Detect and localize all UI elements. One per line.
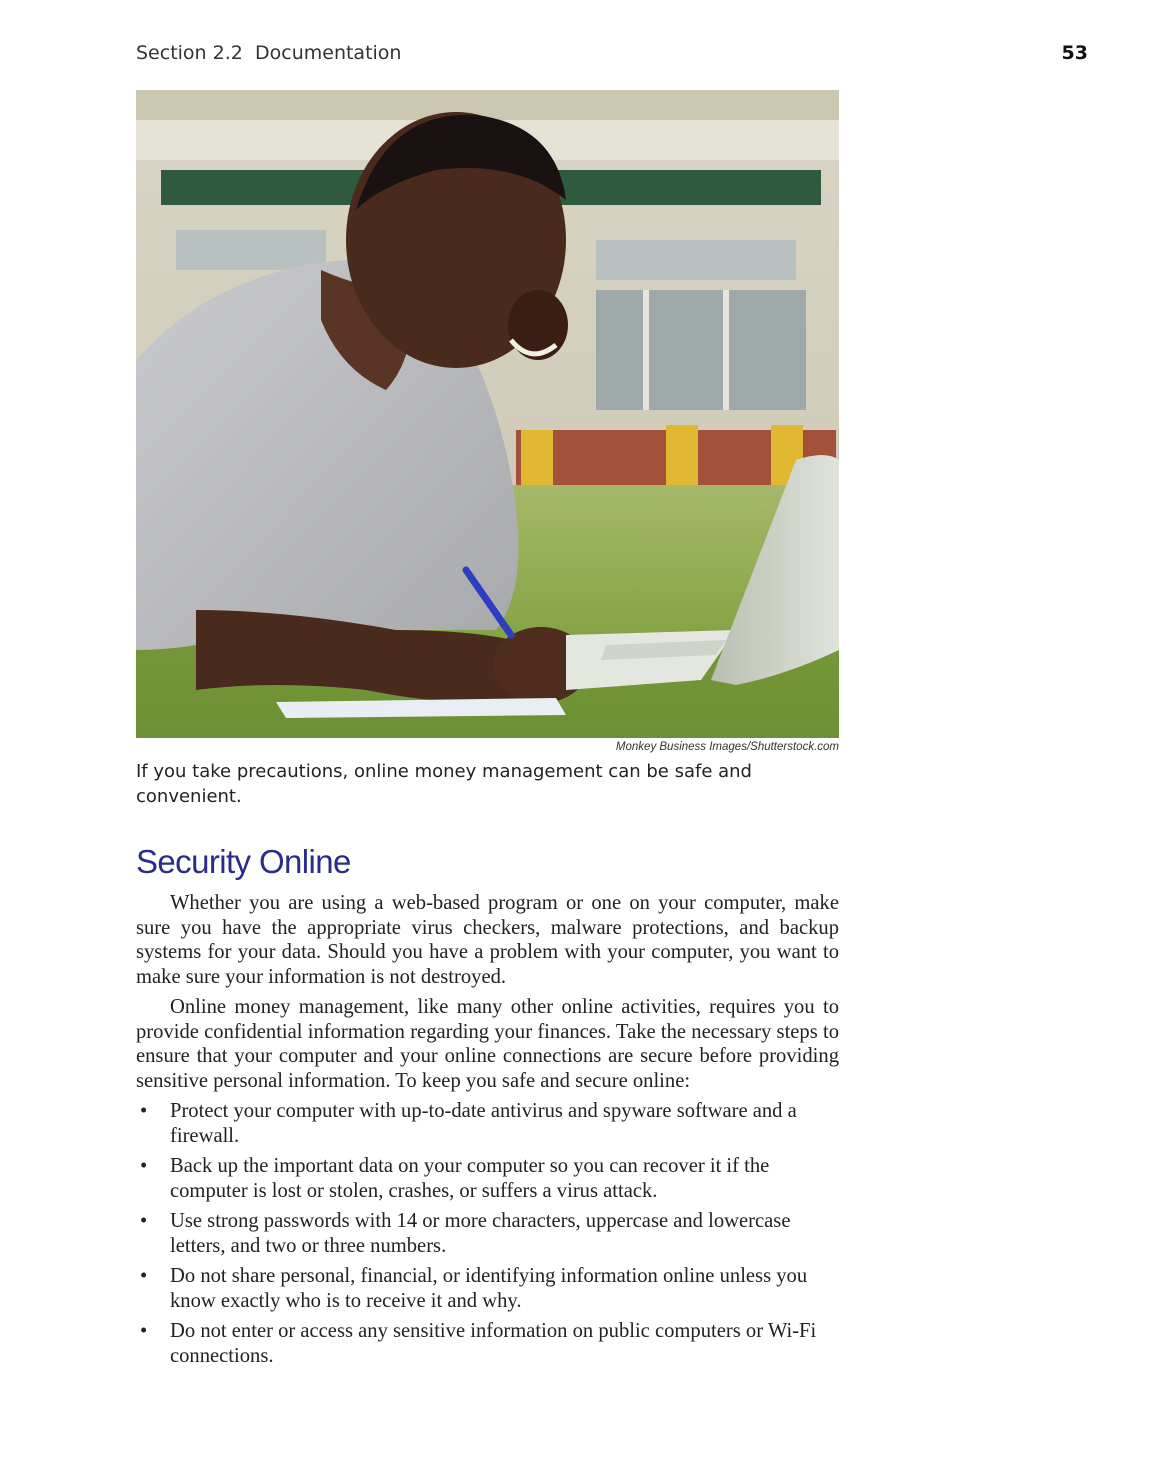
figure-caption: If you take precautions, online money management can be safe and convenient.	[136, 761, 752, 807]
paragraph: Whether you are using a web-based program or one on your computer, make sure you have the appropriate virus checkers, malware protections, and backup systems for your data. Should you have a problem with your computer, you want to make sure your information is not destroyed.	[136, 892, 839, 988]
list-item-text: Protect your computer with up-to-date antivirus and spyware software and a firewall.	[170, 1100, 797, 1147]
list-item-text: Do not enter or access any sensitive information on public computers or Wi-Fi connections.	[170, 1320, 817, 1367]
section-title: Documentation	[255, 42, 402, 64]
running-head	[136, 42, 1088, 68]
list-item-text: Do not share personal, financial, or identifying information online unless you know exactly who is to receive it and why.	[170, 1265, 808, 1312]
bullet-icon: •	[140, 1210, 148, 1232]
list-item	[136, 1099, 839, 1148]
bullet-icon: •	[140, 1320, 148, 1342]
bullet-icon: •	[140, 1265, 148, 1287]
list-item	[136, 1209, 839, 1258]
security-tips-list	[136, 1099, 839, 1368]
list-item-text: Use strong passwords with 14 or more characters, uppercase and lowercase letters, and two or three numbers.	[170, 1210, 791, 1257]
body-text	[136, 891, 839, 1374]
page-number: 53	[1061, 42, 1088, 64]
list-item	[136, 1319, 839, 1368]
list-item	[136, 1154, 839, 1203]
bullet-icon: •	[140, 1155, 148, 1177]
list-item	[136, 1264, 839, 1313]
bullet-icon: •	[140, 1100, 148, 1122]
section-label: Section 2.2	[136, 42, 243, 64]
paragraph: Online money management, like many other online activities, requires you to provide confidential information regarding your finances. Take the necessary steps to ensure that your computer and your online connections are secure before providing sensitive personal information. To keep you safe and secure online:	[136, 996, 839, 1092]
photo-credit: Monkey Business Images/Shutterstock.com	[615, 741, 839, 753]
list-item-text: Back up the important data on your computer so you can recover it if the computer is lost or stolen, crashes, or suffers a virus attack.	[170, 1155, 770, 1202]
photo-student-laptop	[136, 90, 839, 738]
section-heading: Security Online	[136, 843, 351, 880]
